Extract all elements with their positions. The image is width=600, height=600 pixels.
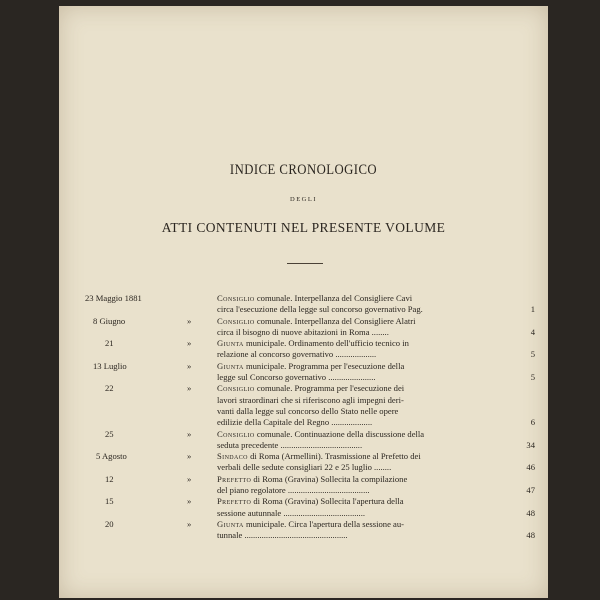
- entry-line-text: legge sul Concorso governativo ......................: [217, 372, 376, 383]
- entry-line: [217, 316, 511, 327]
- entry-line: [217, 440, 511, 451]
- entry-date-cell: [85, 429, 217, 440]
- entry-line: [217, 474, 511, 485]
- entry-date-cell: [85, 496, 217, 507]
- entry-date-cell: [85, 383, 217, 394]
- index-entries: [85, 293, 535, 542]
- entry-page-number: 4: [530, 326, 535, 337]
- entry-line: [217, 451, 511, 462]
- entry-lead-word: Prefetto: [217, 496, 252, 507]
- entry-lead-word: Giunta: [217, 338, 244, 349]
- entry-description: [217, 519, 511, 542]
- ditto-mark: »: [187, 360, 192, 371]
- entry-line: [217, 417, 511, 428]
- index-entry: [85, 429, 535, 452]
- entry-line: [217, 485, 511, 496]
- ditto-mark: »: [187, 473, 192, 484]
- index-entry: [85, 316, 535, 339]
- entry-description: [217, 361, 511, 384]
- entry-page-number: 48: [526, 530, 535, 541]
- entry-line: [217, 519, 511, 530]
- entry-page-number: 48: [526, 507, 535, 518]
- entry-line-text: comunale. Programma per l'esecuzione dei: [256, 383, 405, 394]
- entry-date: 13 Luglio: [93, 360, 127, 371]
- entry-line: [217, 496, 511, 507]
- entry-line-text: municipale. Circa l'apertura della sessione au-: [245, 518, 405, 529]
- entry-page-number: 5: [530, 349, 535, 360]
- entry-date-cell: [85, 316, 217, 327]
- entry-line: [217, 372, 511, 383]
- entry-date: 25: [105, 428, 114, 439]
- entry-page-number: 46: [526, 462, 535, 473]
- entry-lead-word: Consiglio: [217, 428, 255, 439]
- entry-date-cell: [85, 293, 217, 304]
- entry-description: [217, 496, 511, 519]
- title-divider: [287, 263, 323, 264]
- entry-line: [217, 395, 511, 406]
- entry-date: 15: [105, 496, 114, 507]
- title-connector: DEGLI: [290, 196, 317, 203]
- entry-description: [217, 338, 511, 361]
- entry-page-number: 6: [530, 417, 535, 428]
- entry-line-text: circa l'esecuzione della legge sul concorso governativo Pag.: [217, 304, 423, 315]
- entry-description: [217, 474, 511, 497]
- entry-line: [217, 462, 511, 473]
- entry-line-text: di Roma (Armellini). Trasmissione al Prefetto dei: [250, 451, 421, 462]
- entry-line: [217, 327, 511, 338]
- entry-date-cell: [85, 519, 217, 530]
- ditto-mark: »: [187, 428, 192, 439]
- entry-line: [217, 293, 511, 304]
- ditto-mark: »: [187, 338, 192, 349]
- document-page: [59, 6, 548, 598]
- ditto-mark: »: [187, 451, 192, 462]
- entry-line-text: lavori straordinari che si riferiscono agli impegni deri-: [217, 394, 404, 405]
- entry-date: 21: [105, 338, 114, 349]
- entry-description: [217, 429, 511, 452]
- entry-line-text: verbali delle sedute consigliari 22 e 25 luglio ........: [217, 462, 392, 473]
- entry-line-text: circa il bisogno di nuove abitazioni in Roma ........: [217, 326, 389, 337]
- entry-date: 8 Giugno: [93, 315, 126, 326]
- entry-date: 12: [105, 473, 114, 484]
- entry-description: [217, 293, 511, 316]
- entry-line: [217, 530, 511, 541]
- entry-line-text: seduta precedente ......................................: [217, 439, 363, 450]
- entry-line-text: comunale. Interpellanza del Consigliere Cavi: [256, 293, 413, 303]
- entry-lead-word: Consiglio: [217, 293, 255, 303]
- entry-line-text: di Roma (Gravina) Sollecita l'apertura della: [253, 496, 404, 507]
- entry-line: [217, 361, 511, 372]
- entry-page-number: 5: [530, 372, 535, 383]
- ditto-mark: »: [187, 315, 192, 326]
- entry-lead-word: Consiglio: [217, 383, 255, 394]
- entry-date: 5 Agosto: [96, 451, 127, 462]
- entry-line: [217, 406, 511, 417]
- entry-date-cell: [85, 361, 217, 372]
- entry-line-text: di Roma (Gravina) Sollecita la compilazione: [253, 473, 408, 484]
- index-entry: [85, 474, 535, 497]
- entry-lead-word: Giunta: [217, 360, 244, 371]
- entry-line-text: edilizie della Capitale del Regno ...................: [217, 417, 373, 428]
- entry-line-text: comunale. Continuazione della discussione della: [256, 428, 425, 439]
- entry-line: [217, 508, 511, 519]
- entry-line: [217, 338, 511, 349]
- entry-date: 22: [105, 383, 114, 394]
- entry-line-text: relazione al concorso governativo ...................: [217, 349, 377, 360]
- index-entry: [85, 519, 535, 542]
- entry-line: [217, 349, 511, 360]
- ditto-mark: »: [187, 496, 192, 507]
- entry-line-text: del piano regolatore ......................................: [217, 485, 370, 496]
- entry-lead-word: Sindaco: [217, 451, 248, 462]
- entry-page-number: 1: [530, 304, 535, 315]
- entry-line: [217, 304, 511, 315]
- entry-line: [217, 429, 511, 440]
- entry-date: 20: [105, 518, 114, 529]
- index-entry: [85, 338, 535, 361]
- entry-description: [217, 383, 511, 428]
- entry-description: [217, 451, 511, 474]
- entry-line-text: tunnale ................................................: [217, 530, 348, 541]
- index-title: INDICE CRONOLOGICO: [229, 162, 378, 178]
- entry-line-text: municipale. Ordinamento dell'ufficio tecnico in: [245, 338, 409, 349]
- index-entry: [85, 293, 535, 316]
- entry-line-text: sessione autunnale ......................................: [217, 507, 365, 518]
- entry-line-text: municipale. Programma per l'esecuzione della: [245, 360, 405, 371]
- entry-line: [217, 383, 511, 394]
- ditto-mark: »: [187, 518, 192, 529]
- entry-lead-word: Giunta: [217, 518, 244, 529]
- entry-description: [217, 316, 511, 339]
- entry-date-cell: [85, 451, 217, 462]
- entry-line-text: vanti dalla legge sul concorso dello Stato nelle opere: [217, 405, 399, 416]
- entry-date: 23 Maggio 1881: [85, 293, 142, 303]
- entry-lead-word: Consiglio: [217, 315, 255, 326]
- entry-page-number: 34: [526, 439, 535, 450]
- entry-date-cell: [85, 474, 217, 485]
- entry-lead-word: Prefetto: [217, 473, 252, 484]
- index-subtitle: ATTI CONTENUTI NEL PRESENTE VOLUME: [161, 220, 446, 235]
- index-entry: [85, 383, 535, 428]
- index-entry: [85, 451, 535, 474]
- index-entry: [85, 361, 535, 384]
- entry-page-number: 47: [526, 485, 535, 496]
- index-entry: [85, 496, 535, 519]
- entry-date-cell: [85, 338, 217, 349]
- entry-line-text: comunale. Interpellanza del Consigliere Alatri: [256, 315, 416, 326]
- ditto-mark: »: [187, 383, 192, 394]
